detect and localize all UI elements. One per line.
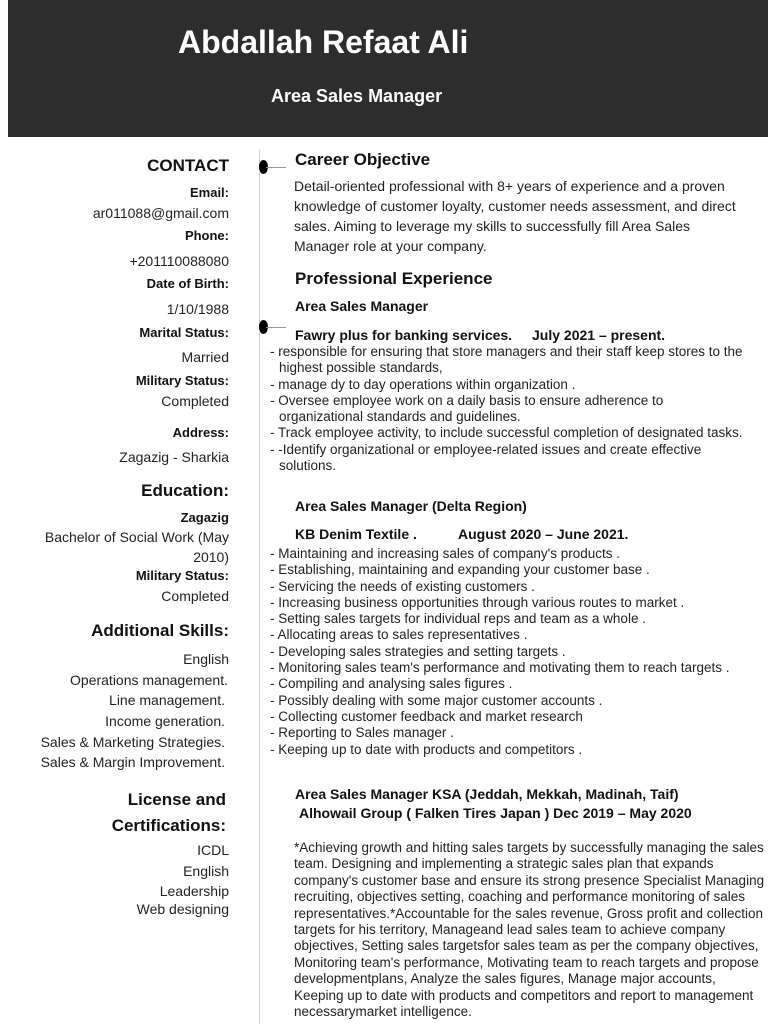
job-company: Fawry plus for banking services. [295,327,513,343]
education-heading: Education: [141,481,229,500]
license-item: Leadership [159,883,229,899]
bullet-item: - Establishing, maintaining and expanding your customer base . [270,562,650,578]
dob-value: 1/10/1988 [166,301,229,317]
skills-heading: Additional Skills: [91,621,229,640]
bullet-item: - Keeping up to date with products and competitors . [270,741,583,757]
bullet-item: - Monitoring sales team's performance and motivating them to reach targets . [270,660,730,676]
bullet-item: - Possibly dealing with some major customer accounts . [270,692,603,708]
dob-label: Date of Birth: [146,276,229,291]
job-company-dates: Alhowail Group ( Falken Tires Japan ) Dec 2019 – May 2020 [299,805,692,821]
job-bullets [270,344,750,474]
skill-item: Income generation. [105,713,225,729]
skill-item: Sales & Margin Improvement. [40,754,225,770]
candidate-name: Abdallah Refaat Ali [178,24,469,60]
timeline-divider [259,150,260,1024]
bullet-item: - Setting sales targets for individual reps and team as a whole . [270,611,646,627]
experience-heading: Professional Experience [295,269,493,288]
bullet-item: - -Identify organizational or employee-related issues and create effective solutions. [270,441,702,474]
header-banner [8,0,768,137]
skill-item: Line management. [109,692,225,708]
bullet-item: - manage dy to day operations within organization . [270,376,576,392]
bullet-item: - Track employee activity, to include successful completion of designated tasks. [270,425,743,441]
education-military-value: Completed [161,588,229,604]
license-heading-line1: License and [127,790,226,809]
license-item: Web designing [136,901,229,917]
job-title: Area Sales Manager [295,298,429,314]
address-label: Address: [172,425,229,440]
bullet-item: - Servicing the needs of existing customers . [270,578,535,594]
candidate-title: Area Sales Manager [271,86,443,106]
address-value: Zagazig - Sharkia [119,449,229,465]
phone-value: +201110088080 [129,253,229,269]
job-dates: July 2021 – present. [532,327,666,343]
bullet-item: - Reporting to Sales manager . [270,725,454,741]
education-military-label: Military Status: [135,568,229,583]
objective-heading: Career Objective [295,150,431,169]
education-degree-line1: Bachelor of Social Work (May [44,529,229,545]
license-item: ICDL [197,842,229,858]
job-dates: August 2020 – June 2021. [458,526,629,542]
license-item: English [183,863,229,879]
bullet-item: - responsible for ensuring that store managers and their staff keep stores to the highest possible standards, [270,344,743,376]
job-description: *Achieving growth and hitting sales targets by successfully managing the sales team. Designing and implementing a strategic sales plan that expands company's customer base and ensure its strong presence Specialist Managing recruiting, objectives setting, coaching and performance monitoring of sales representatives.*Accountable for the sales revenue, Gross profit and collection targets for his territory, Manageand lead sales team to achieve company objectives, Setting sales targetsfor sales team as per the company objectives, Monitoring team's performance, Motivating team to reach targets and propose developmentplans, Analyze the sales figures, Manage major accounts, Keeping up to date with products and competitors and report to management necessarymarket intelligence. [294,840,765,1020]
job-title: Area Sales Manager KSA (Jeddah, Mekkah, Madinah, Taif) [295,786,679,802]
education-degree-line2: 2010) [193,549,229,565]
license-heading-line2: Certifications: [111,816,226,835]
objective-text: Detail-oriented professional with 8+ years of experience and a proven knowledge of customer loyalty, customer needs assessment, and direct sales. Aiming to leverage my skills to successfully fill Area Sales Manager role at your company. [294,178,736,254]
phone-label: Phone: [184,228,229,243]
timeline-tick [266,327,286,328]
job-bullets [270,546,760,758]
education-university: Zagazig [180,510,229,525]
skill-item: Sales & Marketing Strategies. [40,734,225,750]
job-title: Area Sales Manager (Delta Region) [295,498,527,514]
timeline-tick [266,167,286,168]
email-label: Email: [189,185,229,200]
bullet-item: - Oversee employee work on a daily basis to ensure adherence to organizational standards and guidelines. [270,392,664,425]
email-value[interactable]: ar011088@gmail.com [92,205,229,221]
marital-value: Married [181,349,229,365]
job-company: KB Denim Textile . [295,526,417,542]
skill-item: Operations management. [70,672,228,688]
bullet-item: - Developing sales strategies and setting targets . [270,643,566,659]
skill-item: English [183,651,229,667]
bullet-item: - Collecting customer feedback and market research [270,708,583,724]
bullet-item: - Allocating areas to sales representatives . [270,627,528,643]
military-value: Completed [161,393,229,409]
bullet-item: - Increasing business opportunities through various routes to market . [270,594,685,610]
bullet-item: - Maintaining and increasing sales of company's products . [270,546,621,561]
marital-label: Marital Status: [139,325,229,340]
contact-heading: CONTACT [147,156,229,175]
military-label: Military Status: [135,373,229,388]
bullet-item: - Compiling and analysing sales figures . [270,676,513,692]
